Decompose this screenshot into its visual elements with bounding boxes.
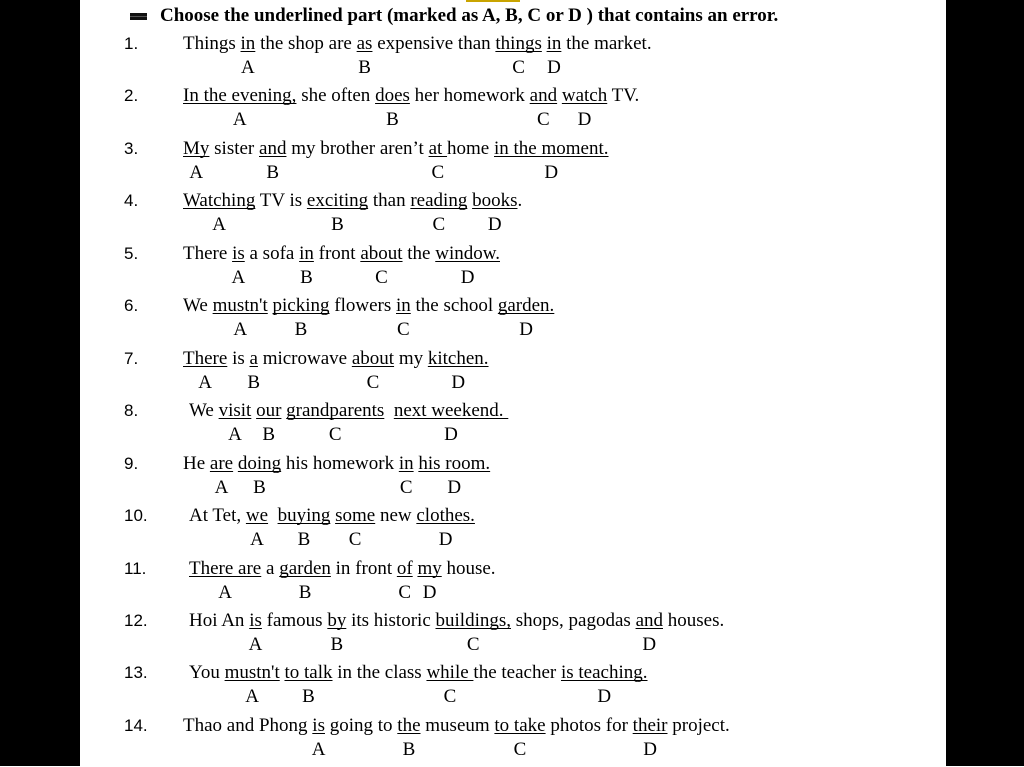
answer-option	[416, 505, 475, 551]
answer-option	[237, 452, 282, 498]
underlined-part: visit	[218, 400, 252, 422]
option-letter: B	[294, 319, 308, 341]
option-letter: C	[512, 57, 525, 78]
question-item	[0, 715, 946, 767]
question-number: 7.	[124, 348, 139, 368]
question-item	[0, 610, 946, 662]
underlined-part: is	[232, 242, 245, 264]
underlined-part: of	[396, 557, 413, 579]
underlined-part: in	[398, 452, 414, 474]
underlined-part: In the evening,	[183, 85, 297, 107]
sentence-text: my	[394, 347, 428, 369]
option-letter: B	[330, 633, 344, 655]
question-item	[0, 243, 946, 295]
option-letter: B	[262, 424, 276, 446]
option-letter: C	[328, 424, 342, 446]
answer-option	[311, 714, 326, 760]
underlined-part: doing	[237, 452, 282, 474]
sentence-text: house.	[441, 557, 496, 579]
question-sentence	[183, 137, 609, 183]
option-letter: C	[399, 476, 413, 498]
answer-option	[561, 85, 608, 131]
answer-option	[418, 452, 491, 498]
option-letter: A	[214, 476, 229, 498]
answer-option	[277, 505, 331, 551]
underlined-part: There	[183, 347, 228, 369]
option-letter: D	[544, 161, 559, 183]
answer-option	[183, 85, 297, 131]
sentence-text: TV is	[255, 190, 307, 212]
sentence-text: in front	[330, 557, 397, 579]
option-letter: D	[487, 214, 502, 236]
answer-option	[494, 714, 546, 760]
sentence-text: Things	[183, 33, 241, 54]
answer-option	[632, 714, 668, 760]
question-number: 12.	[124, 610, 148, 630]
underlined-part: watch	[561, 85, 608, 107]
answer-option	[306, 190, 369, 236]
question-item	[0, 295, 946, 347]
underlined-part: is	[249, 609, 262, 631]
answer-option	[286, 400, 385, 446]
option-letter: D	[460, 266, 475, 288]
answer-option	[396, 557, 413, 603]
option-letter: C	[443, 686, 457, 708]
question-item	[0, 85, 946, 137]
question-sentence	[183, 242, 500, 288]
answer-option	[272, 295, 330, 341]
underlined-part: buying	[277, 505, 331, 527]
underlined-part: garden	[279, 557, 331, 579]
question-sentence	[183, 33, 652, 78]
underlined-part: in the moment.	[494, 137, 609, 159]
sentence-text: We	[183, 295, 213, 317]
answer-option	[497, 295, 555, 341]
underlined-part: window.	[435, 242, 500, 264]
option-letter: C	[348, 529, 362, 551]
sentence-text: He	[183, 452, 210, 474]
option-letter: B	[402, 738, 416, 760]
option-letter: A	[189, 161, 204, 183]
question-number: 3.	[124, 138, 139, 158]
sentence-text: museum	[420, 714, 495, 736]
underlined-part: about	[351, 347, 395, 369]
underlined-part: in	[546, 33, 562, 54]
option-letter: A	[231, 266, 246, 288]
question-item	[0, 33, 946, 85]
option-letter: C	[513, 738, 527, 760]
sentence-text: going to	[324, 714, 398, 736]
question-item	[0, 190, 946, 242]
question-sentence	[189, 400, 509, 446]
answer-option	[240, 33, 256, 78]
answer-option	[183, 137, 210, 183]
question-number: 10.	[124, 506, 148, 526]
underlined-part: my	[417, 557, 442, 579]
question-sentence	[183, 295, 555, 341]
question-number: 8.	[124, 401, 139, 421]
sentence-text: its historic	[346, 609, 436, 631]
option-letter: D	[597, 686, 612, 708]
answer-option	[209, 452, 234, 498]
question-item	[0, 453, 946, 505]
question-number: 5.	[124, 243, 139, 263]
underlined-part: are	[209, 452, 234, 474]
question-number: 2.	[124, 86, 139, 106]
sentence-text: home	[447, 137, 494, 159]
answer-option	[218, 400, 252, 446]
answer-option	[427, 347, 489, 393]
answer-option	[417, 557, 442, 603]
sentence-text: new	[375, 505, 417, 527]
question-item	[0, 400, 946, 452]
question-sentence	[183, 190, 523, 236]
sentence-text: in the class	[332, 662, 427, 684]
underlined-part: we	[245, 505, 269, 527]
question-list	[0, 33, 946, 767]
sentence-text: is	[227, 347, 250, 369]
option-letter: D	[447, 476, 462, 498]
option-letter: A	[250, 529, 264, 551]
option-letter: A	[228, 424, 242, 446]
option-letter: C	[466, 633, 480, 655]
answer-option	[360, 242, 403, 288]
option-letter: D	[422, 581, 437, 603]
option-letter: A	[198, 371, 213, 393]
option-letter: C	[397, 319, 410, 341]
option-letter: B	[358, 57, 371, 78]
underlined-part: and	[259, 137, 287, 159]
sentence-text: .	[517, 190, 523, 212]
sentence-text: famous	[261, 609, 328, 631]
instruction-text: Choose the underlined part (marked as A, B, C or D ) that contains an error.	[160, 5, 779, 26]
answer-option	[351, 347, 395, 393]
underlined-part: kitchen.	[427, 347, 489, 369]
underlined-part: a	[249, 347, 258, 369]
question-sentence	[183, 452, 491, 498]
option-letter: A	[245, 686, 260, 708]
answer-option	[529, 85, 558, 131]
underlined-part: picking	[272, 295, 330, 317]
sentence-text: We	[189, 400, 219, 422]
underlined-part: books	[472, 190, 518, 212]
right-black-border	[946, 0, 1024, 766]
option-letter: D	[547, 57, 561, 78]
option-letter: A	[233, 319, 248, 341]
underlined-part: the	[397, 714, 421, 736]
underlined-part: and	[635, 609, 663, 631]
option-letter: D	[444, 424, 458, 446]
answer-option	[546, 33, 562, 78]
sentence-text: my brother aren’t	[286, 137, 429, 159]
option-letter: B	[253, 476, 266, 498]
option-letter: D	[643, 738, 657, 760]
answer-option	[396, 295, 411, 341]
sentence-text: sister	[209, 137, 260, 159]
sentence-text: her homework	[409, 85, 530, 107]
question-sentence	[183, 347, 489, 393]
question-number: 11.	[124, 558, 147, 578]
question-sentence	[183, 85, 640, 131]
sentence-text: flowers	[329, 295, 396, 317]
cropped-underline-fragment	[466, 0, 520, 2]
sentence-text	[384, 400, 394, 421]
underlined-part: in	[240, 33, 256, 54]
sentence-text: the school	[410, 295, 498, 317]
underlined-part: does	[375, 85, 410, 107]
underlined-part: in	[299, 242, 314, 264]
underlined-part: to talk	[284, 662, 333, 684]
answer-option	[183, 190, 256, 236]
sentence-text: she often	[296, 85, 376, 107]
option-letter: A	[232, 109, 247, 131]
sentence-text: the teacher	[473, 662, 561, 684]
option-letter: B	[297, 529, 311, 551]
sentence-text: front	[313, 242, 361, 264]
option-letter: C	[537, 109, 550, 131]
sentence-text: houses.	[663, 609, 725, 631]
option-letter: A	[241, 57, 255, 78]
answer-option	[245, 505, 269, 551]
sentence-text: TV.	[607, 85, 640, 107]
sentence-text: There	[183, 242, 233, 264]
answer-option	[183, 347, 228, 393]
answer-option	[256, 400, 282, 446]
question-number: 4.	[124, 191, 139, 211]
answer-option	[356, 33, 373, 78]
question-item	[0, 505, 946, 557]
underlined-part: his room.	[418, 452, 491, 474]
answer-option	[428, 137, 448, 183]
underlined-part: reading	[410, 190, 468, 212]
answer-option	[410, 190, 468, 236]
question-sentence	[183, 714, 730, 760]
answer-option	[212, 295, 268, 341]
sentence-text: a sofa	[244, 242, 300, 264]
underlined-part: while	[426, 662, 474, 684]
underlined-part: about	[360, 242, 403, 264]
underlined-part: is	[312, 714, 325, 736]
option-letter: B	[266, 161, 280, 183]
sentence-text: the shop are	[255, 33, 357, 54]
underlined-part: their	[632, 714, 668, 736]
sentence-text: Hoi An	[189, 609, 250, 631]
answer-option	[472, 190, 518, 236]
option-letter: B	[300, 266, 313, 288]
option-letter: A	[212, 214, 227, 236]
option-letter: D	[519, 319, 533, 341]
underlined-part: grandparents	[286, 400, 385, 422]
underlined-part: clothes.	[416, 505, 475, 527]
sentence-text: than	[368, 190, 411, 212]
option-letter: C	[375, 266, 388, 288]
option-letter: B	[247, 371, 261, 393]
underlined-part: things	[495, 33, 542, 54]
sentence-text: photos for	[545, 714, 633, 736]
underlined-part: some	[335, 505, 376, 527]
sentence-text: a	[261, 557, 280, 579]
underlined-part: by	[327, 609, 347, 631]
option-letter: A	[248, 633, 263, 655]
square-bullet-icon	[130, 13, 147, 20]
question-number: 13.	[124, 663, 148, 683]
underlined-part: There are	[189, 557, 262, 579]
question-number: 14.	[124, 715, 148, 735]
answer-option	[435, 609, 511, 655]
sentence-text: shops, pagodas	[511, 609, 636, 631]
underlined-part: at	[428, 137, 448, 159]
sentence-text: Thao and Phong	[183, 714, 313, 736]
sentence-text: the market.	[561, 33, 652, 54]
option-letter: C	[398, 581, 412, 603]
sentence-text	[268, 505, 278, 526]
option-letter: D	[577, 109, 592, 131]
question-item	[0, 558, 946, 610]
underlined-part: to take	[494, 714, 546, 736]
option-letter: D	[438, 529, 453, 551]
option-letter: A	[311, 738, 326, 760]
question-sentence	[189, 609, 725, 655]
sentence-text: the	[402, 242, 436, 264]
option-letter: C	[366, 371, 380, 393]
underlined-part: mustn't	[212, 295, 268, 317]
underlined-part: mustn't	[224, 662, 280, 684]
question-item	[0, 662, 946, 714]
answer-option	[398, 452, 414, 498]
answer-option	[335, 505, 376, 551]
sentence-text: You	[189, 662, 225, 684]
question-number: 1.	[124, 34, 139, 53]
option-letter: B	[302, 686, 315, 708]
underlined-part: next weekend.	[393, 400, 509, 422]
underlined-part: exciting	[306, 190, 369, 212]
question-sentence	[189, 662, 648, 708]
option-letter: B	[386, 109, 399, 131]
sentence-text: At Tet,	[189, 505, 246, 527]
option-letter: D	[642, 633, 657, 655]
underlined-part: our	[256, 400, 282, 422]
answer-option	[635, 609, 663, 655]
question-number: 6.	[124, 296, 139, 316]
sentence-text: microwave	[257, 347, 352, 369]
answer-option	[327, 609, 347, 655]
sentence-text: his homework	[281, 452, 399, 474]
option-letter: B	[298, 581, 312, 603]
answer-option	[375, 85, 410, 131]
answer-option	[224, 662, 280, 708]
answer-option	[259, 137, 287, 183]
option-letter: A	[218, 581, 232, 603]
answer-option	[435, 242, 500, 288]
answer-option	[279, 557, 331, 603]
question-number: 9.	[124, 453, 139, 473]
answer-option	[248, 609, 263, 655]
answer-option	[393, 400, 509, 446]
underlined-part: and	[529, 85, 558, 107]
question-item	[0, 348, 946, 400]
option-letter: D	[451, 371, 466, 393]
option-letter: C	[432, 214, 446, 236]
answer-option	[299, 242, 314, 288]
answer-option	[495, 33, 542, 78]
sentence-text: expensive than	[372, 33, 496, 54]
underlined-part: in	[396, 295, 411, 317]
answer-option	[426, 662, 474, 708]
answer-option	[284, 662, 333, 708]
question-sentence	[189, 557, 496, 603]
question-sentence	[189, 505, 475, 551]
answer-option	[189, 557, 262, 603]
answer-option	[560, 662, 648, 708]
underlined-part: Watching	[183, 190, 256, 212]
answer-option	[397, 714, 421, 760]
underlined-part: My	[183, 137, 210, 159]
option-letter: C	[431, 161, 445, 183]
question-item	[0, 138, 946, 190]
sentence-text: project.	[667, 714, 730, 736]
answer-option	[231, 242, 246, 288]
underlined-part: as	[356, 33, 373, 54]
underlined-part: is teaching.	[560, 662, 648, 684]
answer-option	[247, 347, 261, 393]
answer-option	[494, 137, 609, 183]
underlined-part: buildings,	[435, 609, 511, 631]
option-letter: B	[331, 214, 344, 236]
underlined-part: garden.	[497, 295, 555, 317]
